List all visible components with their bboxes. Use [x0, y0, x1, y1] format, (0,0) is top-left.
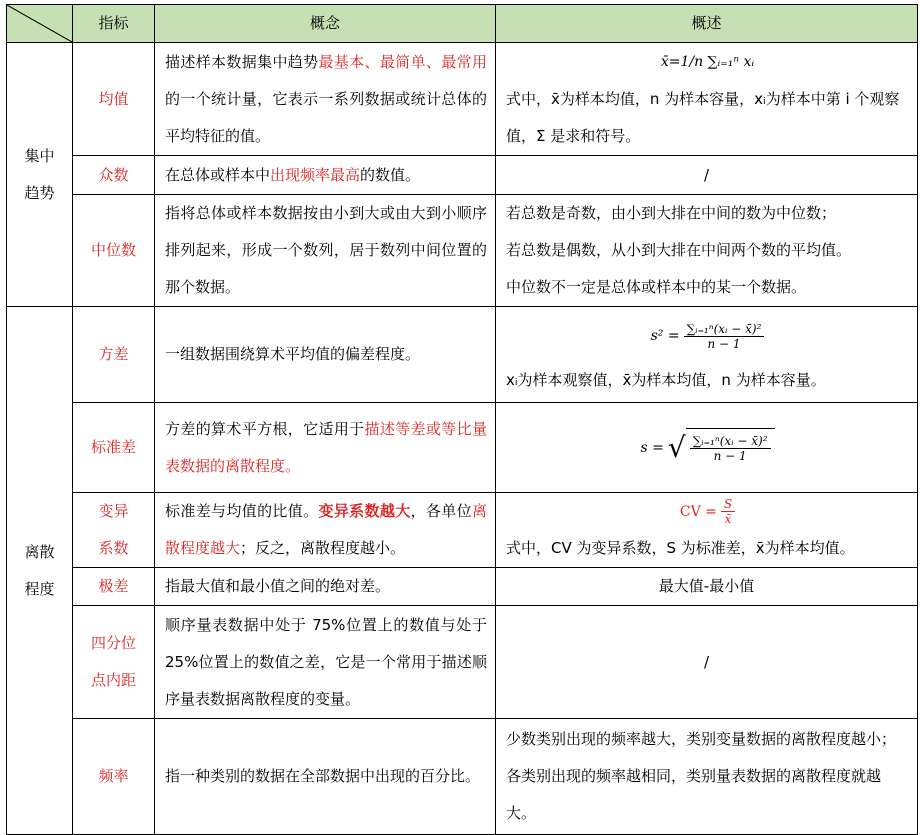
table-row [7, 493, 918, 568]
indicator-variance: 方差 [73, 307, 155, 403]
overview-iqr: / [496, 606, 918, 719]
indicator-range: 极差 [73, 568, 155, 606]
overview-mode: / [496, 156, 918, 195]
formula-variance: s² = $\frac{\text{∑ᵢ₌₁ⁿ(xᵢ − x̄)²}}{n - 1}$ [506, 310, 909, 362]
concept-stddev: 方差的算术平方根，它适用于描述等差或等比量表数据的离散程度。 [155, 403, 496, 493]
overview-mean-text: 式中，x̄为样本均值，n 为样本容量，xᵢ为样本中第 i 个观察值，Σ 是求和符号。 [506, 90, 900, 145]
diagonal-line [7, 5, 72, 42]
concept-range: 指最大值和最小值之间的绝对差。 [155, 568, 496, 606]
header-overview: 概述 [496, 5, 918, 43]
indicator-mode: 众数 [73, 156, 155, 195]
header-row [7, 5, 918, 43]
table-row [7, 568, 918, 606]
concept-mean: 描述样本数据集中趋势最基本、最简单、最常用的一个统计量，它表示一系列数据或统计总体的平均特征的值。 [155, 43, 496, 156]
indicator-iqr: 四分位 点内距 [73, 606, 155, 719]
header-concept: 概念 [155, 5, 496, 43]
concept-mode: 在总体或样本中出现频率最高的数值。 [155, 156, 496, 195]
overview-variance-text: xᵢ为样本观察值，x̄为样本均值，n 为样本容量。 [506, 371, 826, 389]
header-indicator: 指标 [73, 5, 155, 43]
overview-range: 最大值-最小值 [496, 568, 918, 606]
overview-stddev [496, 403, 918, 493]
formula-cv: CV = $\frac{S}{x̄}$ [506, 494, 909, 530]
corner-cell [7, 5, 73, 43]
indicator-cv: 变异 系数 [73, 493, 155, 568]
table-row [7, 606, 918, 719]
table-row [7, 307, 918, 403]
table-row [7, 43, 918, 156]
concept-frequency: 指一种类别的数据在全部数据中出现的百分比。 [155, 719, 496, 835]
formula-stddev: s = √ $\frac{\text{∑ᵢ₌₁ⁿ(xᵢ − x̄)²}}{n - 1}$ [506, 428, 909, 468]
overview-frequency: 少数类别出现的频率越大，类别变量数据的离散程度越小；各类别出现的频率越相同，类别量表数据的离散程度就越大。 [496, 719, 918, 835]
indicator-frequency: 频率 [73, 719, 155, 835]
category-dispersion: 离散 程度 [7, 307, 73, 835]
table-row [7, 719, 918, 835]
indicator-stddev: 标准差 [73, 403, 155, 493]
concept-cv: 标准差与均值的比值。变异系数越大，各单位离散程度越大；反之，离散程度越小。 [155, 493, 496, 568]
concept-iqr: 顺序量表数据中处于 75%位置上的数值与处于 25%位置上的数值之差，它是一个常用于描述顺序量表数据离散程度的变量。 [155, 606, 496, 719]
table-row [7, 156, 918, 195]
table-row [7, 403, 918, 493]
overview-cv-text: 式中，CV 为变异系数，S 为标准差，x̄为样本均值。 [506, 538, 855, 557]
indicator-mean: 均值 [73, 43, 155, 156]
overview-variance [496, 307, 918, 403]
concept-variance: 一组数据围绕算术平均值的偏差程度。 [155, 307, 496, 403]
overview-mean [496, 43, 918, 156]
concept-median: 指将总体或样本数据按由小到大或由大到小顺序排列起来，形成一个数列，居于数列中间位置的那个数据。 [155, 195, 496, 307]
category-central: 集中 趋势 [7, 43, 73, 307]
formula-mean: x̄=1/n ∑ᵢ₌₁ⁿ xᵢ [660, 54, 755, 70]
overview-cv [496, 493, 918, 568]
table-row [7, 195, 918, 307]
indicator-median: 中位数 [73, 195, 155, 307]
overview-median: 若总数是奇数，由小到大排在中间的数为中位数； 若总数是偶数，从小到大排在中间两个数的平均值。 中位数不一定是总体或样本中的某一个数据。 [496, 195, 918, 307]
statistics-table [6, 4, 918, 835]
